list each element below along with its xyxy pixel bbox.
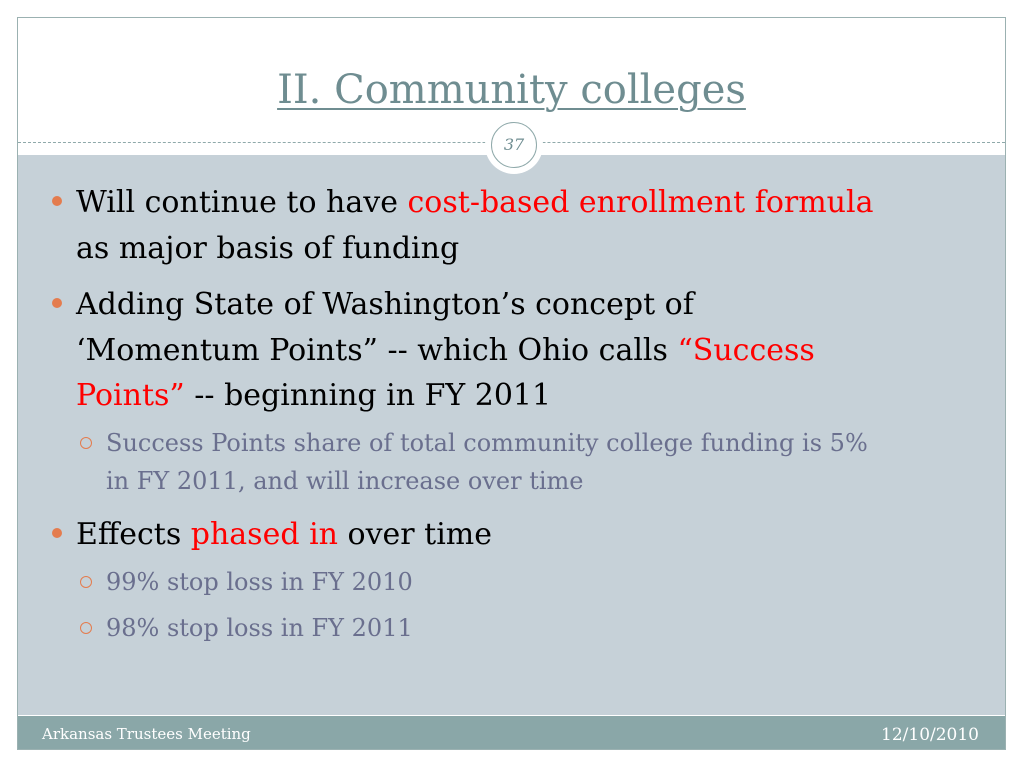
sub-bullet-1-line1: Success Points share of total community college funding is 5% — [106, 429, 868, 457]
bullet-2-text-line3: -- beginning in FY 2011 — [184, 378, 552, 413]
bullet-1-text: Will continue to have — [76, 185, 408, 220]
footer-date: 12/10/2010 — [881, 725, 979, 745]
slide-title: II. Community colleges — [277, 67, 746, 113]
page-number: 37 — [491, 122, 537, 168]
footer-event-name: Arkansas Trustees Meeting — [42, 725, 251, 743]
bullet-1-highlight: cost-based enrollment formula — [407, 185, 874, 220]
bullet-1-text-line2: as major basis of funding — [76, 231, 460, 266]
bullet-3-highlight: phased in — [190, 517, 338, 552]
bullet-3-text: Effects — [76, 517, 191, 552]
bullet-2-highlight: “Success — [677, 333, 815, 368]
bullet-2-text-line1: Adding State of Washington’s concept of — [76, 287, 694, 322]
sub-bullet-2-text: 99% stop loss in FY 2010 — [106, 568, 413, 596]
slide-frame — [17, 17, 1006, 750]
sub-bullet-3-text: 98% stop loss in FY 2011 — [106, 614, 413, 642]
sub-bullet-1-text-line2: in FY 2011, and will increase over time — [106, 467, 584, 495]
bullet-2-highlight-cont: Points” — [76, 378, 185, 413]
bullet-3-text-end: over time — [337, 517, 493, 552]
bullet-2-text-line2: ‘Momentum Points” -- which Ohio calls — [76, 333, 678, 368]
